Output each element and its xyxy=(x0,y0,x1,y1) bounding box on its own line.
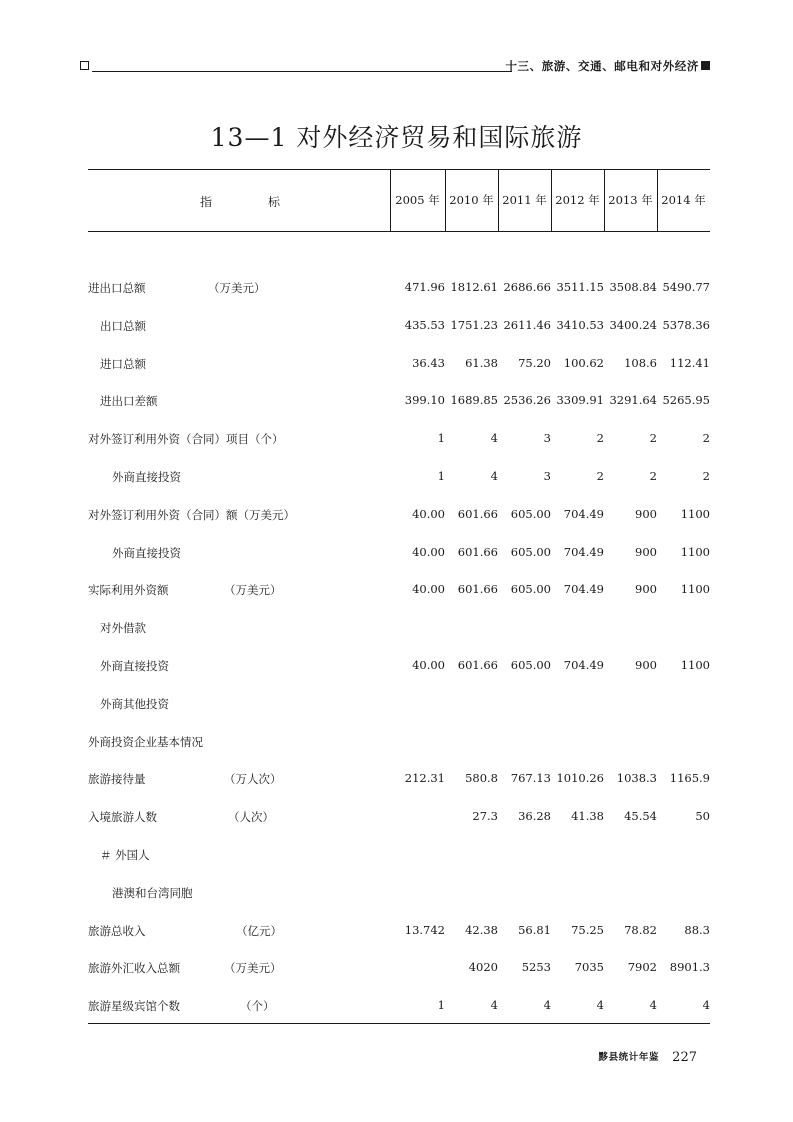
cell-value: 2 xyxy=(649,431,657,446)
cell-value: 27.3 xyxy=(472,809,498,824)
row-indicator-name: 出口总额 xyxy=(100,318,146,333)
row-unit: （个） xyxy=(240,999,275,1014)
cell-value: 42.38 xyxy=(465,922,498,937)
row-indicator-name: 外商其他投资 xyxy=(100,696,169,711)
cell-value: 3309.91 xyxy=(556,393,604,408)
row-indicator-name: 外商直接投资 xyxy=(112,470,181,484)
cell-value: 767.13 xyxy=(510,771,551,786)
cell-value: 4020 xyxy=(468,960,498,975)
cell-value: 471.96 xyxy=(404,280,445,294)
table-row xyxy=(88,391,710,411)
cell-value: 4 xyxy=(490,998,498,1013)
row-indicator-name: ＃ 外国人 xyxy=(100,848,150,862)
cell-value: 75.25 xyxy=(571,922,604,937)
page-title: 13—1 对外经济贸易和国际旅游 xyxy=(210,123,583,152)
cell-value: 900 xyxy=(635,582,657,597)
table-row xyxy=(88,505,710,525)
table-bottom-rule xyxy=(88,1023,710,1024)
table-row xyxy=(88,996,710,1016)
cell-value: 2686.66 xyxy=(503,280,551,294)
cell-value: 1 xyxy=(437,998,445,1013)
cell-value: 50 xyxy=(695,809,710,824)
row-indicator-name: 对外签订利用外资（合同）项目（个） xyxy=(88,432,284,447)
table-row xyxy=(88,732,710,752)
cell-value: 601.66 xyxy=(457,582,498,597)
cell-value: 4 xyxy=(702,998,710,1013)
cell-value: 1812.61 xyxy=(450,280,498,294)
cell-value: 100.62 xyxy=(563,355,604,370)
cell-value: 3410.53 xyxy=(556,317,604,332)
cell-value: 5378.36 xyxy=(662,317,710,332)
cell-value: 4 xyxy=(649,998,657,1013)
cell-value: 580.8 xyxy=(465,771,498,786)
indicator-header-char-2: 标 xyxy=(268,195,281,209)
cell-value: 5265.95 xyxy=(662,393,710,408)
cell-value: 4 xyxy=(596,998,604,1013)
cell-value: 36.43 xyxy=(412,355,445,370)
cell-value: 4 xyxy=(490,431,498,446)
page-number: 227 xyxy=(672,1050,697,1065)
header-rule xyxy=(92,71,512,72)
column-header-2014: 2014 年 xyxy=(661,193,706,207)
cell-value: 601.66 xyxy=(457,658,498,672)
row-unit: （万人次） xyxy=(224,772,282,787)
cell-value: 601.66 xyxy=(457,544,498,559)
cell-value: 2611.46 xyxy=(503,317,551,332)
row-indicator-name: 港澳和台湾同胞 xyxy=(112,885,193,900)
row-indicator-name: 旅游外汇收入总额 xyxy=(88,961,180,976)
row-unit: （万美元） xyxy=(224,583,282,598)
column-header-2010: 2010 年 xyxy=(449,193,494,207)
table-row xyxy=(88,618,710,638)
cell-value: 704.49 xyxy=(563,582,604,597)
cell-value: 1 xyxy=(437,469,445,483)
table-row xyxy=(88,694,710,714)
row-indicator-name: 入境旅游人数 xyxy=(88,810,157,825)
book-title: 黟县统计年鉴 xyxy=(598,1052,660,1063)
row-indicator-name: 进出口总额 xyxy=(88,281,146,295)
cell-value: 605.00 xyxy=(510,544,551,559)
column-header-2005: 2005 年 xyxy=(395,193,440,207)
row-indicator-name: 外商投资企业基本情况 xyxy=(88,734,203,749)
cell-value: 7035 xyxy=(574,960,604,975)
row-indicator-name: 旅游星级宾馆个数 xyxy=(88,999,180,1014)
cell-value: 3291.64 xyxy=(609,393,657,408)
page-footer xyxy=(598,1046,697,1065)
row-indicator-name: 实际利用外资额 xyxy=(88,583,169,598)
cell-value: 3 xyxy=(543,431,551,446)
cell-value: 1100 xyxy=(680,506,710,521)
cell-value: 40.00 xyxy=(412,544,445,559)
section-square-icon xyxy=(701,61,710,70)
cell-value: 1689.85 xyxy=(450,393,498,408)
cell-value: 5490.77 xyxy=(662,280,710,294)
table-row xyxy=(88,467,710,487)
table-row xyxy=(88,656,710,676)
table-row xyxy=(88,845,710,865)
cell-value: 36.28 xyxy=(518,809,551,824)
cell-value: 4 xyxy=(490,469,498,483)
cell-value: 13.742 xyxy=(404,922,445,937)
cell-value: 3508.84 xyxy=(609,280,657,294)
table-row xyxy=(88,807,710,827)
indicator-header xyxy=(88,169,390,231)
row-indicator-name: 进出口差额 xyxy=(100,394,158,409)
cell-value: 435.53 xyxy=(404,317,445,332)
cell-value: 2 xyxy=(702,431,710,446)
cell-value: 2536.26 xyxy=(503,393,551,408)
cell-value: 88.3 xyxy=(684,922,710,937)
row-indicator-name: 对外签订利用外资（合同）额（万美元） xyxy=(88,507,295,522)
cell-value: 4 xyxy=(543,998,551,1013)
cell-value: 108.6 xyxy=(624,355,657,370)
cell-value: 3511.15 xyxy=(556,280,604,294)
table-row xyxy=(88,278,710,298)
running-header xyxy=(80,58,710,74)
cell-value: 75.20 xyxy=(518,355,551,370)
row-indicator-name: 外商直接投资 xyxy=(100,659,169,673)
row-unit: （人次） xyxy=(228,810,274,825)
cell-value: 399.10 xyxy=(404,393,445,408)
cell-value: 1751.23 xyxy=(450,317,498,332)
table-row xyxy=(88,921,710,941)
cell-value: 605.00 xyxy=(510,506,551,521)
cell-value: 704.49 xyxy=(563,658,604,672)
section-title: 十三、旅游、交通、邮电和对外经济 xyxy=(505,59,699,73)
cell-value: 900 xyxy=(635,506,657,521)
cell-value: 41.38 xyxy=(571,809,604,824)
cell-value: 704.49 xyxy=(563,544,604,559)
cell-value: 900 xyxy=(635,544,657,559)
cell-value: 3400.24 xyxy=(609,317,657,332)
table-header-rule xyxy=(88,231,710,232)
cell-value: 212.31 xyxy=(404,771,445,786)
row-unit: （万美元） xyxy=(208,281,266,295)
row-indicator-name: 进口总额 xyxy=(100,356,146,371)
cell-value: 7902 xyxy=(627,960,657,975)
cell-value: 601.66 xyxy=(457,506,498,521)
cell-value: 605.00 xyxy=(510,582,551,597)
column-header-2011: 2011 年 xyxy=(502,193,547,207)
section-title-wrap xyxy=(505,58,710,74)
table-row xyxy=(88,316,710,336)
table-row xyxy=(88,580,710,600)
cell-value: 1 xyxy=(437,431,445,446)
table-row xyxy=(88,883,710,903)
row-unit: （万美元） xyxy=(224,961,282,976)
cell-value: 605.00 xyxy=(510,658,551,672)
cell-value: 900 xyxy=(635,658,657,672)
cell-value: 1100 xyxy=(680,582,710,597)
row-indicator-name: 外商直接投资 xyxy=(112,545,181,560)
table-row xyxy=(88,543,710,563)
cell-value: 61.38 xyxy=(465,355,498,370)
cell-value: 3 xyxy=(543,469,551,483)
cell-value: 2 xyxy=(596,469,604,483)
cell-value: 40.00 xyxy=(412,658,445,672)
cell-value: 1100 xyxy=(680,658,710,672)
cell-value: 2 xyxy=(702,469,710,483)
table-row xyxy=(88,429,710,449)
cell-value: 5253 xyxy=(521,960,551,975)
cell-value: 1100 xyxy=(680,544,710,559)
column-header-2012: 2012 年 xyxy=(555,193,600,207)
indicator-header-char-1: 指 xyxy=(200,195,213,209)
cell-value: 704.49 xyxy=(563,506,604,521)
row-indicator-name: 对外借款 xyxy=(100,621,146,636)
cell-value: 8901.3 xyxy=(669,960,710,975)
row-indicator-name: 旅游总收入 xyxy=(88,923,146,938)
table-row xyxy=(88,769,710,789)
cell-value: 1010.26 xyxy=(556,771,604,786)
table-row xyxy=(88,958,710,978)
cell-value: 2 xyxy=(596,431,604,446)
cell-value: 40.00 xyxy=(412,506,445,521)
cell-value: 40.00 xyxy=(412,582,445,597)
row-indicator-name: 旅游接待量 xyxy=(88,772,146,787)
cell-value: 45.54 xyxy=(624,809,657,824)
cell-value: 1038.3 xyxy=(616,771,657,786)
cell-value: 112.41 xyxy=(669,355,710,370)
cell-value: 2 xyxy=(649,469,657,483)
table-row xyxy=(88,354,710,374)
cell-value: 78.82 xyxy=(624,922,657,937)
cell-value: 1165.9 xyxy=(669,771,710,786)
cell-value: 56.81 xyxy=(518,922,551,937)
column-header-2013: 2013 年 xyxy=(608,193,653,207)
row-unit: （亿元） xyxy=(236,923,282,938)
header-box-icon xyxy=(80,61,89,70)
